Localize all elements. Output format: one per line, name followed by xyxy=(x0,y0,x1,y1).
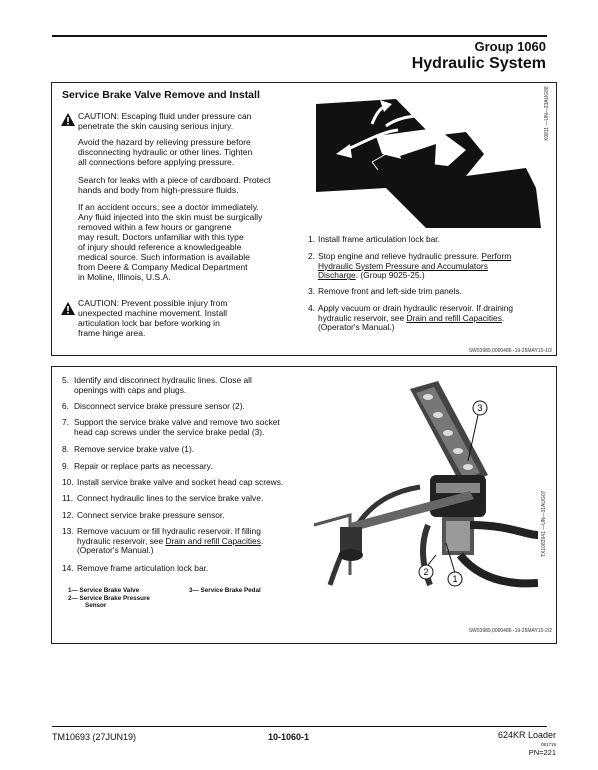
header-rule xyxy=(52,35,547,37)
section-box-1: Service Brake Valve Remove and Install CAUTION: Escaping fluid under pressure can penetrate the skin causing serious injury. Avoid the hazard by relieving pressure before disconnecting hydraulic or other lines. Tighten all connections before applying pressure. Search for leaks with a piece of cardboard. Protect hands and body from high-pressure fluids. If an accident occurs, see a doctor immediately. Any fluid injected into the skin must be surgically removed within a few hours or gangrene may result. Doctors unfamiliar with this type of injury should reference a knowledgeable medical source. Such information is available from Deere & Company Medical Department in Moline, Illinois, U.S.A. CAUTION: Prevent possible injury from unexpected machine movement. Install articulation lock bar before working in frame hinge area. X9811 —UN—23AUG88 1. Install frame articulation lock bar. 2. Stop engine and relieve hydraulic pressure. Perform Hydraulic System Pressure and Accumulators Discharge. (Group 9025-25.) 3. Remove front and left-side trim panels. 4. Apply vacuum or drain hydraulic reservoir. If draining hydraulic reservoir, see Drain and refill Capacities. (Operator's Manual.) SW03989,0000486 -19-25MAY10-1/2 xyxy=(51,82,557,356)
illustration-reference-2: TX1083941 —UN—31AUG07 xyxy=(541,490,547,557)
legend-item-1: 1— Service Brake Valve xyxy=(68,587,140,594)
warning-icon xyxy=(61,113,75,131)
caution-text-1: CAUTION: Escaping fluid under pressure can penetrate the skin causing serious injury. xyxy=(78,111,252,131)
legend xyxy=(68,587,150,610)
caution-text-2: CAUTION: Prevent possible injury from unexpected machine movement. Install articulation lock bar before working in frame hinge area. xyxy=(78,298,228,338)
doc-reference-2: SW03989,0000486 -19-25MAY10-2/2 xyxy=(468,628,552,634)
accident-text: If an accident occurs, see a doctor immediately. Any fluid injected into the skin must be surgically removed within a few hours or gangrene may result. Doctors unfamiliar with this type of injury should reference a knowledgeable medical source. Such information is available from Deere & Company Medical Department in Moline, Illinois, U.S.A. xyxy=(78,202,263,282)
high-pressure-fluid-illustration xyxy=(316,96,541,233)
search-leaks-text: Search for leaks with a piece of cardboard. Protect hands and body from high-pressure fluids. xyxy=(78,175,271,195)
brake-valve-illustration xyxy=(310,375,538,598)
illustration-reference-1: X9811 —UN—23AUG88 xyxy=(544,86,550,141)
warning-icon xyxy=(61,302,75,320)
legend-item-2: 2— Service Brake Pressure xyxy=(68,594,150,602)
callout-3: 3 xyxy=(477,403,483,413)
manual-number: TM10693 (27JUN19) xyxy=(52,732,137,742)
callout-1: 1 xyxy=(452,574,458,584)
footer-rule xyxy=(52,726,547,727)
doc-reference-1: SW03989,0000486 -19-25MAY10-1/2 xyxy=(468,348,552,354)
legend-item-3: 3— Service Brake Pedal xyxy=(189,587,261,594)
section-title: Hydraulic System xyxy=(411,55,546,72)
avoid-hazard-text: Avoid the hazard by relieving pressure before disconnecting hydraulic or other lines. Tighten all connections before applying pressure. xyxy=(78,137,253,167)
procedure-title: Service Brake Valve Remove and Install xyxy=(62,89,260,101)
section-box-2: 5. Identify and disconnect hydraulic lines. Close all openings with caps and plugs. 6. Disconnect service brake pressure sensor (2). 7. Support the service brake valve and remove two socket head cap screws under the service brake pedal (3). 8. Remove service brake valve (1). 9. Repair or replace parts as necessary. 10. Install service brake valve and socket head cap screws. 11. Connect hydraulic lines to the service brake valve. 12. Connect service brake pressure sensor. 13. Remove vacuum or fill hydraulic reservoir. If filling hydraulic reservoir, see Drain and refill Capacities. (Operator's Manual.) 14. Remove frame articulation lock bar. 1— Service Brake Valve 2— Service Brake Pressure Sensor 3— Service Brake Pedal 3 1 2 TX1083941 —UN—31AUG07 SW03989,0000486 -19-25MAY10-2/2 xyxy=(51,366,557,644)
footer-small-code: 081719 xyxy=(540,742,556,747)
pn-number: PN=221 xyxy=(528,748,556,757)
legend-item-2-cont: Sensor xyxy=(85,602,107,609)
callout-2: 2 xyxy=(423,567,429,577)
page-number: 10-1060-1 xyxy=(268,732,310,742)
machine-name: 624KR Loader xyxy=(497,730,556,740)
group-number: Group 1060 xyxy=(474,39,546,54)
